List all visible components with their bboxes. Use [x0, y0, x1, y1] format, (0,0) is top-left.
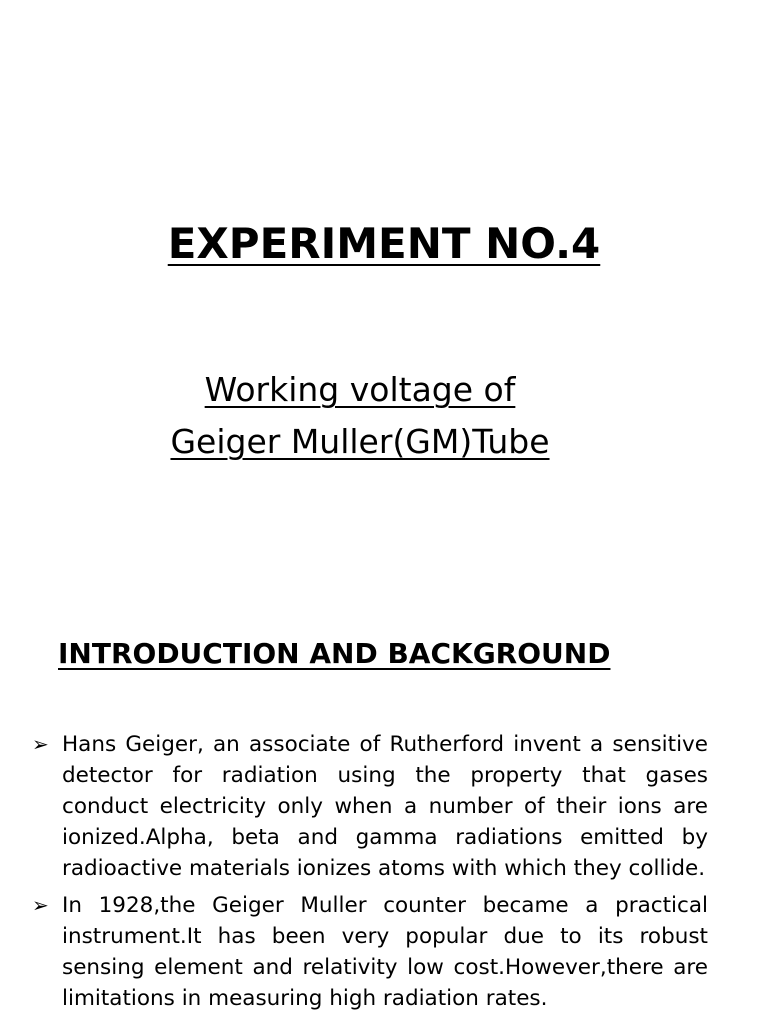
- bullet-item: [30, 890, 708, 1014]
- bullet-item: [30, 729, 708, 884]
- section-heading: [58, 634, 610, 674]
- subtitle-line-2: Geiger Muller(GM)Tube: [170, 422, 550, 461]
- experiment-title: [0, 214, 768, 274]
- experiment-subtitle: [0, 364, 720, 468]
- bullet-text: In 1928,the Geiger Muller counter became a practical instrument.It has been very popular due to its robust sensing element and relativity low cost.However,there are limitations in measuring high radiation rates.: [62, 893, 708, 1011]
- bullet-text: Hans Geiger, an associate of Rutherford invent a sensitive detector for radiation using the property that gases conduct electricity only when a number of their ions are ionized.Alpha, beta and gamma radiations emitted by radioactive materials ionizes atoms with which they collide.: [62, 732, 708, 881]
- section-heading-text: INTRODUCTION AND BACKGROUND: [58, 637, 611, 670]
- subtitle-line-1: Working voltage of: [204, 370, 516, 409]
- experiment-title-text: EXPERIMENT NO.4: [167, 219, 601, 268]
- bullet-list: [30, 729, 708, 1020]
- arrowhead-bullet-icon: ➢: [32, 893, 49, 917]
- arrowhead-bullet-icon: ➢: [32, 732, 49, 756]
